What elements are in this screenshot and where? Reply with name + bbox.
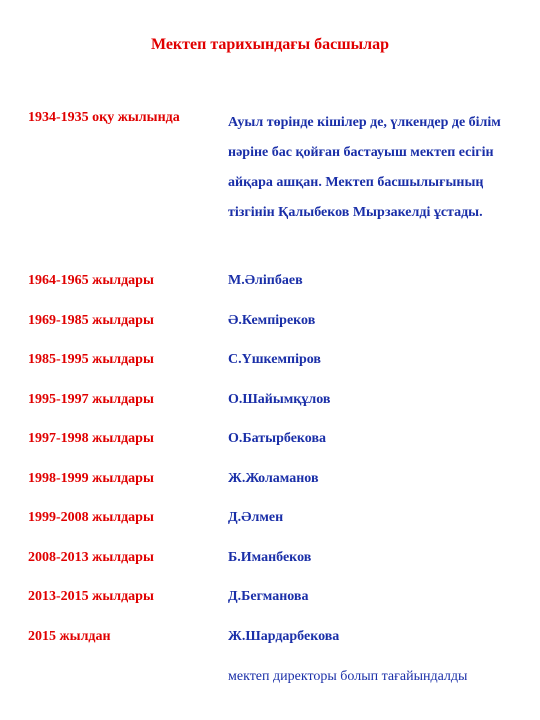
director-name: Д.Әлмен — [228, 510, 284, 525]
director-row — [0, 626, 540, 666]
director-period: 2015 жылдан — [28, 628, 111, 644]
director-period: 1985-1995 жылдары — [28, 352, 154, 367]
director-row — [0, 349, 540, 389]
director-row — [0, 310, 540, 350]
director-period: 1995-1997 жылдары — [28, 391, 154, 407]
director-row — [0, 468, 540, 508]
director-name: С.Үшкемпіров — [228, 352, 321, 367]
director-name: Ә.Кемпіреков — [228, 312, 316, 328]
director-row — [0, 547, 540, 587]
intro-period: 1934-1935 оқу жылында — [28, 110, 180, 125]
director-name: Ж.Жоламанов — [228, 470, 319, 486]
director-row — [0, 270, 540, 310]
director-row — [0, 428, 540, 468]
director-period: 1999-2008 жылдары — [28, 510, 154, 525]
intro-line: тізгінін Қалыбеков Мырзакелді ұстады. — [228, 205, 483, 220]
director-name: Ж.Шардарбекова — [228, 628, 340, 644]
director-period: 1969-1985 жылдары — [28, 312, 154, 328]
page-title: Мектеп тарихындағы басшылар — [150, 36, 390, 53]
director-name: О.Шайымқұлов — [228, 391, 331, 407]
director-name: О.Батырбекова — [228, 431, 326, 446]
director-row — [0, 507, 540, 547]
director-period: 1964-1965 жылдары — [28, 273, 154, 288]
intro-line: нәріне бас қойған бастауыш мектеп есігін — [228, 145, 494, 160]
director-name: Д.Бегманова — [228, 589, 309, 604]
intro-text — [228, 108, 518, 228]
intro-line: айқара ашқан. Мектеп басшылығының — [228, 175, 484, 190]
intro-line: Ауыл төрінде кішілер де, үлкендер де білім — [228, 115, 501, 130]
footnote: мектеп директоры болып тағайындалды — [228, 669, 468, 684]
director-row — [0, 389, 540, 429]
directors-list — [0, 270, 540, 665]
director-period: 1998-1999 жылдары — [28, 470, 154, 486]
director-row — [0, 586, 540, 626]
director-name: Б.Иманбеков — [228, 549, 312, 565]
director-period: 2008-2013 жылдары — [28, 549, 154, 565]
director-period: 2013-2015 жылдары — [28, 589, 154, 604]
director-period: 1997-1998 жылдары — [28, 431, 154, 446]
director-name: М.Әліпбаев — [228, 273, 303, 288]
